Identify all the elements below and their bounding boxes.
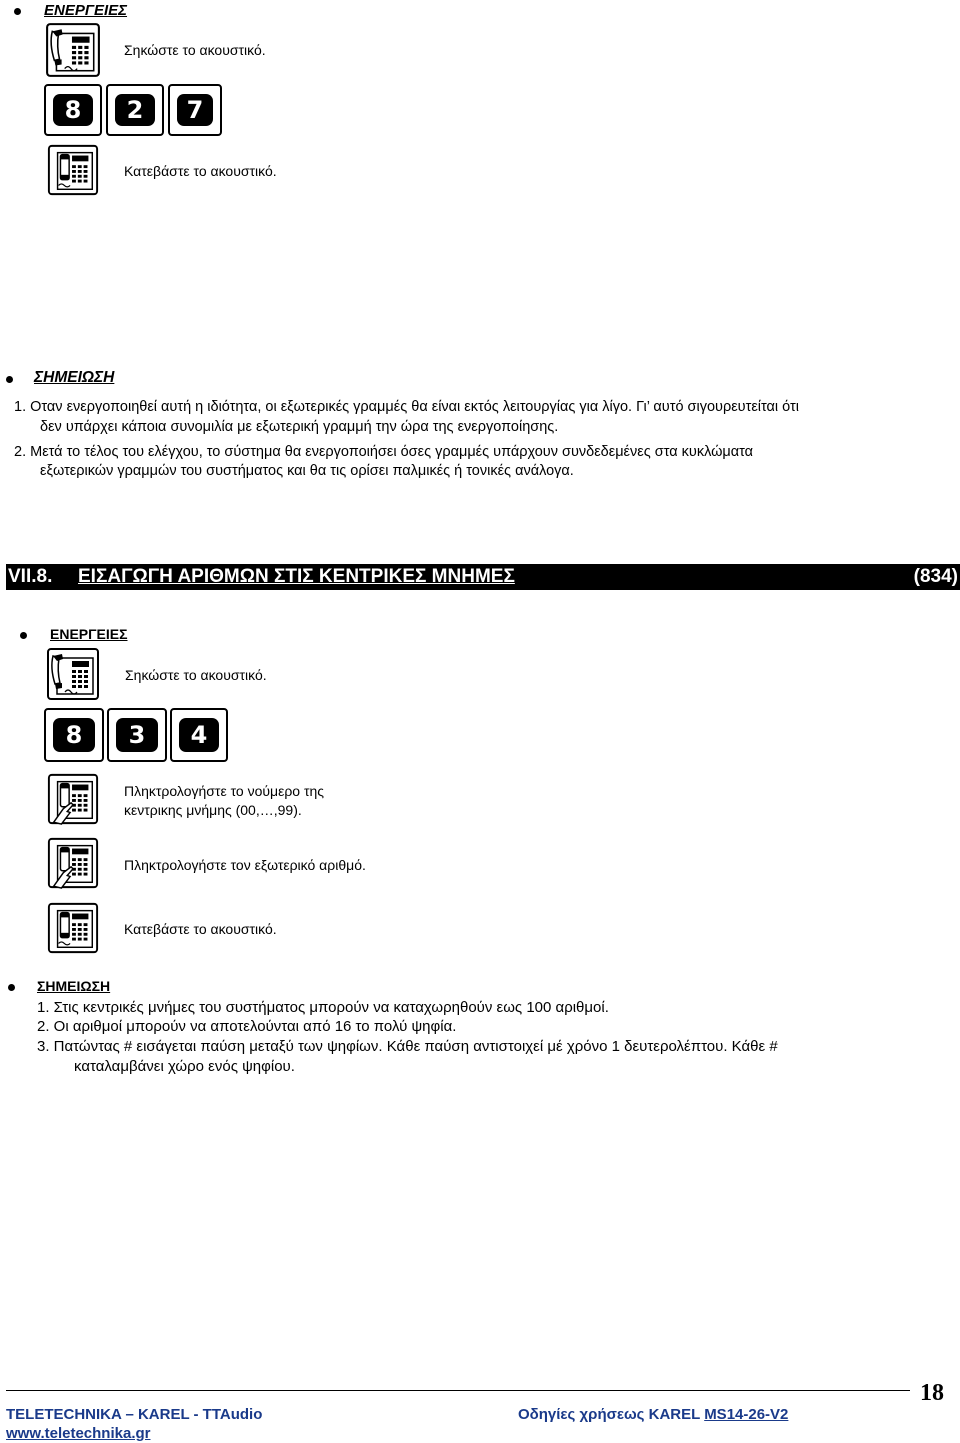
note-item-1: 1. Στις κεντρικές μνήμες του συστήματος μπορούν να καταχωρηθούν εως 100 αριθμοί. — [37, 999, 609, 1016]
phone-off-hook-icon — [44, 21, 102, 79]
note-item-2: 2. Οι αριθμοί μπορούν να αποτελούνται από 16 το πολύ ψηφία. — [37, 1018, 457, 1035]
section-code: (834) — [913, 566, 958, 587]
note-item-3-cont: καταλαμβάνει χώρο ενός ψηφίου. — [74, 1058, 295, 1075]
footer-guide — [518, 1406, 788, 1423]
key-8: 8 — [44, 708, 104, 762]
phone-dialing-icon — [44, 836, 102, 890]
phone-dialing-icon — [44, 772, 102, 826]
bullet — [14, 8, 21, 15]
bullet — [8, 984, 15, 991]
step-text: Σηκώστε το ακουστικό. — [125, 667, 267, 683]
footer-company: TELETECHNIKA – KAREL - TTAudio — [6, 1406, 263, 1423]
section-title: ΕΙΣΑΓΩΓΗ ΑΡΙΘΜΩΝ ΣΤΙΣ ΚΕΝΤΡΙΚΕΣ ΜΝΗΜΕΣ — [78, 566, 515, 587]
footer-rule — [6, 1390, 910, 1391]
footer-website[interactable]: www.teletechnika.gr — [6, 1425, 151, 1442]
key-7: 7 — [168, 84, 222, 136]
page-number: 18 — [920, 1380, 944, 1406]
key-3: 3 — [107, 708, 167, 762]
bullet — [20, 632, 27, 639]
phone-on-hook-icon — [44, 143, 102, 197]
note-heading: ΣΗΜΕΙΩΣΗ — [34, 369, 115, 386]
step-text: Σηκώστε το ακουστικό. — [124, 42, 266, 58]
step-text: Κατεβάστε το ακουστικό. — [124, 163, 277, 179]
section-heading: ΕΝΕΡΓΕΙΕΣ — [44, 2, 128, 19]
step-text-cont: κεντρικης μνήμης (00,…,99). — [124, 802, 302, 818]
bullet — [6, 376, 13, 383]
note-item-2: 2. Μετά το τέλος του ελέγχου, το σύστημα θα ενεργοποιήσει όσες γραμμές υπάρχουν συνδεδεμένες στα κυκλώματα — [14, 444, 754, 460]
note-heading: ΣΗΜΕΙΩΣΗ — [37, 978, 111, 994]
key-4: 4 — [170, 708, 228, 762]
section-number: VII.8. — [8, 566, 53, 587]
section-title-bar — [6, 564, 960, 590]
section-heading: ΕΝΕΡΓΕΙΕΣ — [50, 626, 128, 642]
note-item-1-cont: δεν υπάρχει κάποια συνομιλία με εξωτερική γραμμή την ώρα της ενεργοποίησης. — [40, 419, 559, 435]
footer-guide-prefix: Οδηγίες χρήσεως KAREL — [518, 1406, 705, 1423]
step-text: Πληκτρολογήστε τον εξωτερικό αριθμό. — [124, 857, 366, 873]
footer-guide-model: MS14-26-V2 — [704, 1406, 789, 1423]
step-text: Πληκτρολογήστε το νούμερο της — [124, 783, 325, 799]
key-2: 2 — [106, 84, 164, 136]
note-item-2-cont: εξωτερικών γραμμών του συστήματος και θα τις ορίσει παλμικές ή τονικές ανάλογα. — [40, 463, 574, 479]
note-item-3: 3. Πατώντας # εισάγεται παύση μεταξύ των ψηφίων. Κάθε παύση αντιστοιχεί μέ χρόνο 1 δευτερολέπτου. Κάθε # — [37, 1038, 778, 1055]
key-8: 8 — [44, 84, 102, 136]
step-text: Κατεβάστε το ακουστικό. — [124, 921, 277, 937]
note-item-1: 1. Οταν ενεργοποιηθεί αυτή η ιδιότητα, οι εξωτερικές γραμμές θα είναι εκτός λειτουργίας για λίγο. Γι’ αυτό σιγουρευτείται ότι — [14, 399, 799, 415]
phone-off-hook-icon — [44, 646, 102, 702]
phone-on-hook-icon — [44, 901, 102, 955]
